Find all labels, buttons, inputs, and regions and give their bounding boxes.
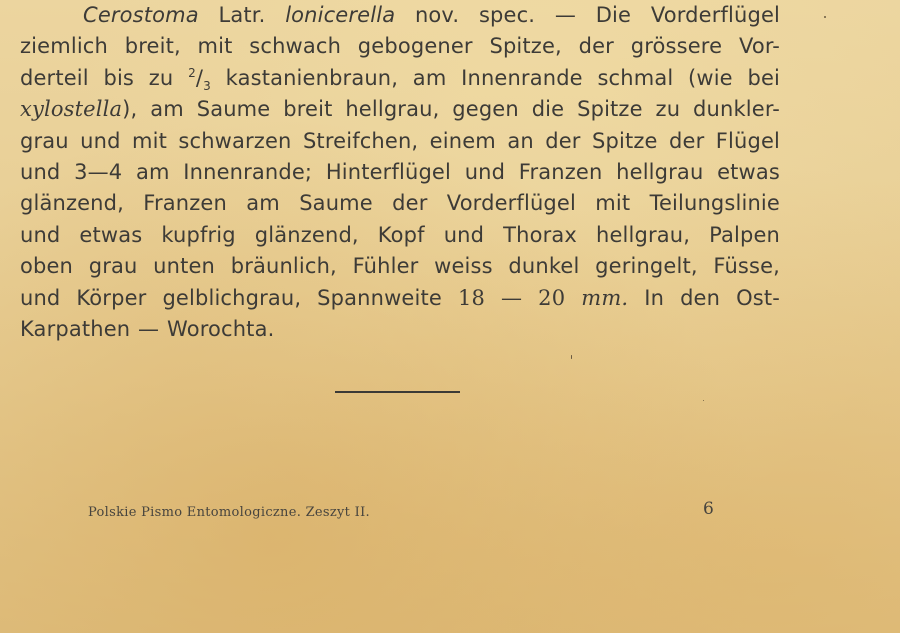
text-segment: und Körper gelblichgrau, Spannweite: [20, 285, 458, 310]
text-segment: [565, 286, 581, 310]
text-line-10: [20, 283, 780, 314]
wingspan-unit: mm.: [581, 285, 629, 310]
fraction-numerator: 2: [188, 65, 196, 80]
species-reference: xylostella: [20, 97, 123, 122]
species-name: lonicerella: [285, 3, 396, 27]
text-line-2: ziemlich breit, mit schwach gebogener Spitze, der grössere Vor-: [20, 34, 780, 59]
fraction-denominator: 3: [203, 78, 211, 93]
section-divider: [335, 391, 460, 393]
text-line-11: Karpathen — Worochta.: [20, 316, 275, 341]
text-line-3: [20, 63, 780, 94]
page-number: 6: [703, 499, 714, 519]
journal-footer: Polskie Pismo Entomologiczne. Zeszyt II.: [88, 505, 370, 520]
text-segment: kastanienbraun, am Innenrande schmal (wie bei: [210, 65, 781, 90]
fraction-slash: /: [195, 65, 204, 90]
text-segment: nov. spec. — Die Vorderflügel: [395, 3, 780, 27]
paper-speck: [703, 400, 704, 401]
text-line-8: und etwas kupfrig glänzend, Kopf und Thorax hellgrau, Palpen: [20, 222, 780, 247]
genus-name: Cerostoma: [83, 3, 199, 27]
text-segment: ), am Saume breit hellgrau, gegen die Spitze zu dunkler-: [122, 97, 780, 122]
author-abbrev: Latr.: [198, 3, 286, 27]
text-line-6: und 3—4 am Innenrande; Hinterflügel und Franzen hellgrau etwas: [20, 159, 780, 184]
text-line-7: glänzend, Franzen am Saume der Vorderflügel mit Teilungslinie: [20, 191, 780, 216]
text-line-9: oben grau unten bräunlich, Fühler weiss dunkel geringelt, Füsse,: [20, 254, 780, 279]
text-line-1: [20, 0, 780, 31]
body-paragraph: [20, 0, 780, 345]
text-line-4: [20, 94, 780, 125]
text-line-5: grau und mit schwarzen Streifchen, einem an der Spitze der Flügel: [20, 128, 780, 153]
text-segment: derteil bis zu: [20, 65, 189, 90]
fraction: [188, 65, 211, 93]
paper-speck: [824, 16, 826, 18]
text-segment: In den Ost-: [628, 285, 780, 310]
wingspan-value: 18 — 20: [457, 285, 566, 310]
paper-speck: [571, 355, 572, 359]
